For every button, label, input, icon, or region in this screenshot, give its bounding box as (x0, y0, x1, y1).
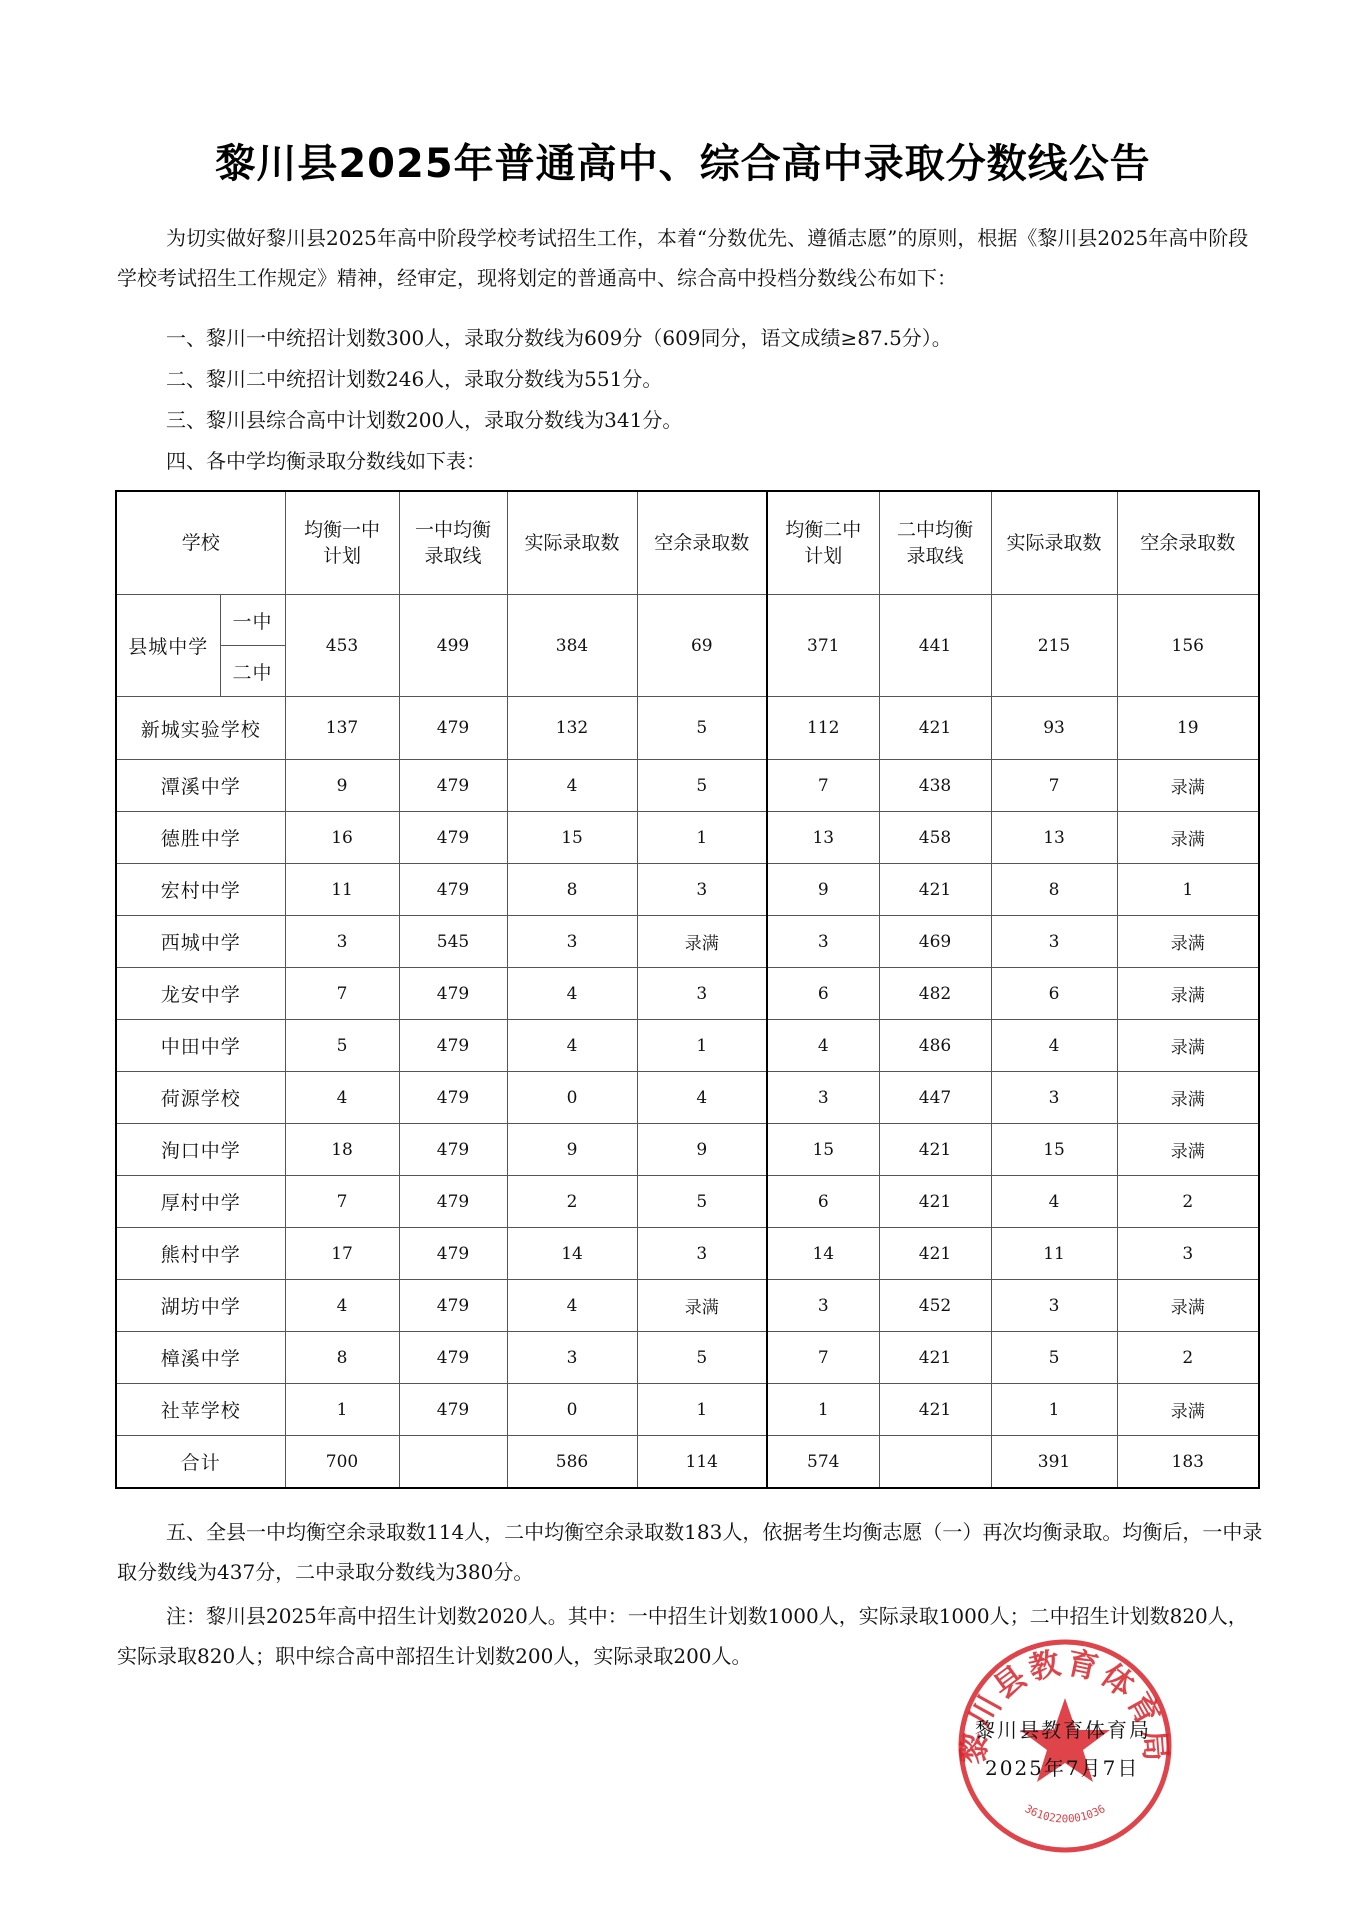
header-line2-line2: 录取线 (906, 545, 964, 567)
table-cell: 2 (1117, 1332, 1259, 1384)
table-cell: 479 (399, 864, 507, 916)
table-cell: 479 (399, 1332, 507, 1384)
table-cell: 574 (767, 1436, 879, 1489)
table-cell: 录满 (1117, 1020, 1259, 1072)
table-cell: 1 (637, 812, 767, 864)
signature-org: 黎川县教育体育局 (975, 1718, 1151, 1742)
table-cell: 69 (637, 595, 767, 697)
table-cell: 录满 (1117, 1072, 1259, 1124)
table-cell: 132 (507, 697, 637, 760)
header-plan1-line2: 计划 (323, 545, 362, 567)
table-cell: 录满 (1117, 1124, 1259, 1176)
table-cell: 114 (637, 1436, 767, 1489)
note-text: 注：黎川县2025年高中招生计划数2020人。其中：一中招生计划数1000人，实际录取1000人；二中招生计划数820人，实际录取820人；职中综合高中部招生计划数200人，实际录取200人。 (117, 1604, 1248, 1668)
table-cell: 18 (285, 1124, 399, 1176)
table-cell: 15 (767, 1124, 879, 1176)
after-paragraph (117, 1512, 1267, 1592)
table-cell: 1 (991, 1384, 1117, 1436)
table-cell: 9 (637, 1124, 767, 1176)
table-cell: 14 (507, 1228, 637, 1280)
table-cell: 录满 (1117, 1384, 1259, 1436)
school-name: 熊村中学 (116, 1228, 285, 1280)
header-plan1-line1: 均衡一中 (304, 519, 381, 541)
table-cell: 0 (507, 1384, 637, 1436)
table-cell: 137 (285, 697, 399, 760)
seal-name: 黎川县教育体育局 (955, 1644, 1175, 1766)
table-cell: 1 (1117, 864, 1259, 916)
table-cell: 482 (879, 968, 991, 1020)
table-cell: 7 (767, 1332, 879, 1384)
table-cell: 15 (991, 1124, 1117, 1176)
table-cell: 4 (507, 1020, 637, 1072)
header-line1-line2: 录取线 (424, 545, 482, 567)
table-cell: 371 (767, 595, 879, 697)
table-cell: 3 (637, 968, 767, 1020)
school-name: 潭溪中学 (116, 760, 285, 812)
table-cell: 录满 (1117, 916, 1259, 968)
table-cell: 421 (879, 1384, 991, 1436)
table-cell: 11 (991, 1228, 1117, 1280)
table-cell: 479 (399, 1384, 507, 1436)
table-cell: 14 (767, 1228, 879, 1280)
table-cell: 17 (285, 1228, 399, 1280)
school-name: 宏村中学 (116, 864, 285, 916)
table-cell: 0 (507, 1072, 637, 1124)
table-cell: 3 (991, 916, 1117, 968)
table-cell: 421 (879, 1176, 991, 1228)
table-cell: 3 (767, 1280, 879, 1332)
table-cell: 479 (399, 812, 507, 864)
table-cell: 2 (1117, 1176, 1259, 1228)
header-line1 (399, 491, 507, 595)
table-cell: 486 (879, 1020, 991, 1072)
table-header-row (116, 491, 1259, 595)
table-cell: 3 (767, 1072, 879, 1124)
table-cell: 5 (637, 1176, 767, 1228)
table-cell: 479 (399, 1020, 507, 1072)
table-cell: 441 (879, 595, 991, 697)
table-cell: 7 (991, 760, 1117, 812)
seal-number: 3610220001036 (1022, 1802, 1108, 1826)
table-row (116, 1280, 1259, 1332)
school-name: 中田中学 (116, 1020, 285, 1072)
header-vacant2: 空余录取数 (1117, 491, 1259, 595)
table-cell: 5 (285, 1020, 399, 1072)
table-cell: 3 (637, 1228, 767, 1280)
table-cell: 16 (285, 812, 399, 864)
table-row (116, 812, 1259, 864)
table-cell: 421 (879, 1228, 991, 1280)
table-cell: 215 (991, 595, 1117, 697)
table-cell: 384 (507, 595, 637, 697)
table-cell: 3 (767, 916, 879, 968)
table-cell: 1 (637, 1384, 767, 1436)
table-cell: 4 (637, 1072, 767, 1124)
table-cell: 586 (507, 1436, 637, 1489)
table-cell: 3 (991, 1072, 1117, 1124)
table-cell: 421 (879, 1124, 991, 1176)
header-line1-line1: 一中均衡 (415, 519, 492, 541)
header-school: 学校 (116, 491, 285, 595)
official-seal (955, 1636, 1175, 1856)
table-cell: 479 (399, 760, 507, 812)
table-row (116, 1176, 1259, 1228)
table-cell: 13 (767, 812, 879, 864)
table-cell: 479 (399, 1228, 507, 1280)
school-name: 洵口中学 (116, 1124, 285, 1176)
county-group-name: 县城中学 (116, 595, 220, 697)
table-cell: 421 (879, 697, 991, 760)
school-name: 荷源学校 (116, 1072, 285, 1124)
header-vacant1: 空余录取数 (637, 491, 767, 595)
table-row (116, 1072, 1259, 1124)
table-row (116, 697, 1259, 760)
table-cell: 6 (767, 1176, 879, 1228)
table-cell: 4 (991, 1176, 1117, 1228)
table-cell: 3 (507, 1332, 637, 1384)
intro-paragraph (117, 218, 1267, 298)
school-name: 厚村中学 (116, 1176, 285, 1228)
table-cell: 499 (399, 595, 507, 697)
table-cell: 4 (507, 760, 637, 812)
table-cell: 录满 (1117, 760, 1259, 812)
table-cell: 421 (879, 864, 991, 916)
header-line2 (879, 491, 991, 595)
county-sub-1: 一中 (220, 595, 285, 646)
signature-date: 2025年7月7日 (985, 1756, 1140, 1780)
table-cell: 700 (285, 1436, 399, 1489)
table-cell: 6 (991, 968, 1117, 1020)
table-cell: 452 (879, 1280, 991, 1332)
table-cell: 3 (507, 916, 637, 968)
table-cell: 3 (991, 1280, 1117, 1332)
table-cell: 5 (637, 1332, 767, 1384)
table-cell: 438 (879, 760, 991, 812)
table-cell: 8 (991, 864, 1117, 916)
table-cell: 1 (637, 1020, 767, 1072)
header-plan1 (285, 491, 399, 595)
table-row (116, 1124, 1259, 1176)
table-cell: 4 (285, 1072, 399, 1124)
table-cell: 录满 (637, 916, 767, 968)
table-cell: 545 (399, 916, 507, 968)
header-actual1: 实际录取数 (507, 491, 637, 595)
school-name: 西城中学 (116, 916, 285, 968)
table-cell: 11 (285, 864, 399, 916)
table-cell: 447 (879, 1072, 991, 1124)
item-2: 二、黎川二中统招计划数246人，录取分数线为551分。 (166, 367, 663, 391)
table-cell: 8 (507, 864, 637, 916)
admission-table (115, 490, 1260, 1489)
table-cell: 4 (991, 1020, 1117, 1072)
school-name: 社苹学校 (116, 1384, 285, 1436)
table-cell: 4 (285, 1280, 399, 1332)
table-row (116, 1332, 1259, 1384)
after-text: 五、全县一中均衡空余录取数114人，二中均衡空余录取数183人，依据考生均衡志愿（一）再次均衡录取。均衡后，一中录取分数线为437分，二中录取分数线为380分。 (117, 1520, 1263, 1584)
county-row-1 (116, 595, 1259, 646)
table-cell: 112 (767, 697, 879, 760)
table-cell: 479 (399, 1176, 507, 1228)
header-line2-line1: 二中均衡 (897, 519, 974, 541)
header-plan2-line1: 均衡二中 (785, 519, 862, 541)
table-cell: 1 (767, 1384, 879, 1436)
school-name: 樟溪中学 (116, 1332, 285, 1384)
table-cell: 479 (399, 1072, 507, 1124)
table-cell: 458 (879, 812, 991, 864)
school-name: 湖坊中学 (116, 1280, 285, 1332)
table-cell: 3 (285, 916, 399, 968)
table-cell: 19 (1117, 697, 1259, 760)
table-cell (879, 1436, 991, 1489)
table-cell: 3 (637, 864, 767, 916)
table-cell: 469 (879, 916, 991, 968)
header-actual2: 实际录取数 (991, 491, 1117, 595)
table-cell: 15 (507, 812, 637, 864)
table-cell: 391 (991, 1436, 1117, 1489)
header-plan2 (767, 491, 879, 595)
table-cell: 479 (399, 697, 507, 760)
table-cell: 录满 (637, 1280, 767, 1332)
table-cell: 2 (507, 1176, 637, 1228)
table-cell: 4 (507, 968, 637, 1020)
table-cell (399, 1436, 507, 1489)
table-cell: 9 (767, 864, 879, 916)
table-cell: 9 (507, 1124, 637, 1176)
page-title: 黎川县2025年普通高中、综合高中录取分数线公告 (215, 141, 1151, 187)
table-cell: 13 (991, 812, 1117, 864)
item-3: 三、黎川县综合高中计划数200人，录取分数线为341分。 (166, 408, 683, 432)
table-row (116, 916, 1259, 968)
table-cell: 93 (991, 697, 1117, 760)
table-cell: 479 (399, 1124, 507, 1176)
table-cell: 6 (767, 968, 879, 1020)
table-cell: 4 (507, 1280, 637, 1332)
table-cell: 479 (399, 1280, 507, 1332)
table-cell: 183 (1117, 1436, 1259, 1489)
school-name: 新城实验学校 (116, 697, 285, 760)
table-cell: 9 (285, 760, 399, 812)
table-cell: 5 (637, 697, 767, 760)
table-cell: 7 (285, 1176, 399, 1228)
school-name: 合计 (116, 1436, 285, 1489)
table-cell: 7 (767, 760, 879, 812)
table-cell: 5 (637, 760, 767, 812)
table-cell: 3 (1117, 1228, 1259, 1280)
intro-text: 为切实做好黎川县2025年高中阶段学校考试招生工作，本着“分数优先、遵循志愿”的原则，根据《黎川县2025年高中阶段学校考试招生工作规定》精神，经审定，现将划定的普通高中、综合高中投档分数线公布如下： (117, 226, 1249, 290)
table-row (116, 760, 1259, 812)
school-name: 龙安中学 (116, 968, 285, 1020)
table-cell: 录满 (1117, 812, 1259, 864)
table-cell: 156 (1117, 595, 1259, 697)
table-row (116, 968, 1259, 1020)
table-cell: 453 (285, 595, 399, 697)
table-cell: 7 (285, 968, 399, 1020)
table-cell: 5 (991, 1332, 1117, 1384)
table-cell: 录满 (1117, 1280, 1259, 1332)
item-1: 一、黎川一中统招计划数300人，录取分数线为609分（609同分，语文成绩≥87.5分）。 (166, 326, 952, 350)
table-cell: 479 (399, 968, 507, 1020)
school-name: 德胜中学 (116, 812, 285, 864)
table-cell: 1 (285, 1384, 399, 1436)
county-sub-2: 二中 (220, 646, 285, 697)
table-cell: 录满 (1117, 968, 1259, 1020)
table-cell: 421 (879, 1332, 991, 1384)
item-4: 四、各中学均衡录取分数线如下表： (166, 449, 486, 473)
table-row (116, 1228, 1259, 1280)
header-plan2-line2: 计划 (804, 545, 843, 567)
table-cell: 8 (285, 1332, 399, 1384)
table-row (116, 1020, 1259, 1072)
table-row (116, 1436, 1259, 1489)
items-list (117, 318, 1267, 482)
table-row (116, 1384, 1259, 1436)
table-row (116, 864, 1259, 916)
table-cell: 4 (767, 1020, 879, 1072)
